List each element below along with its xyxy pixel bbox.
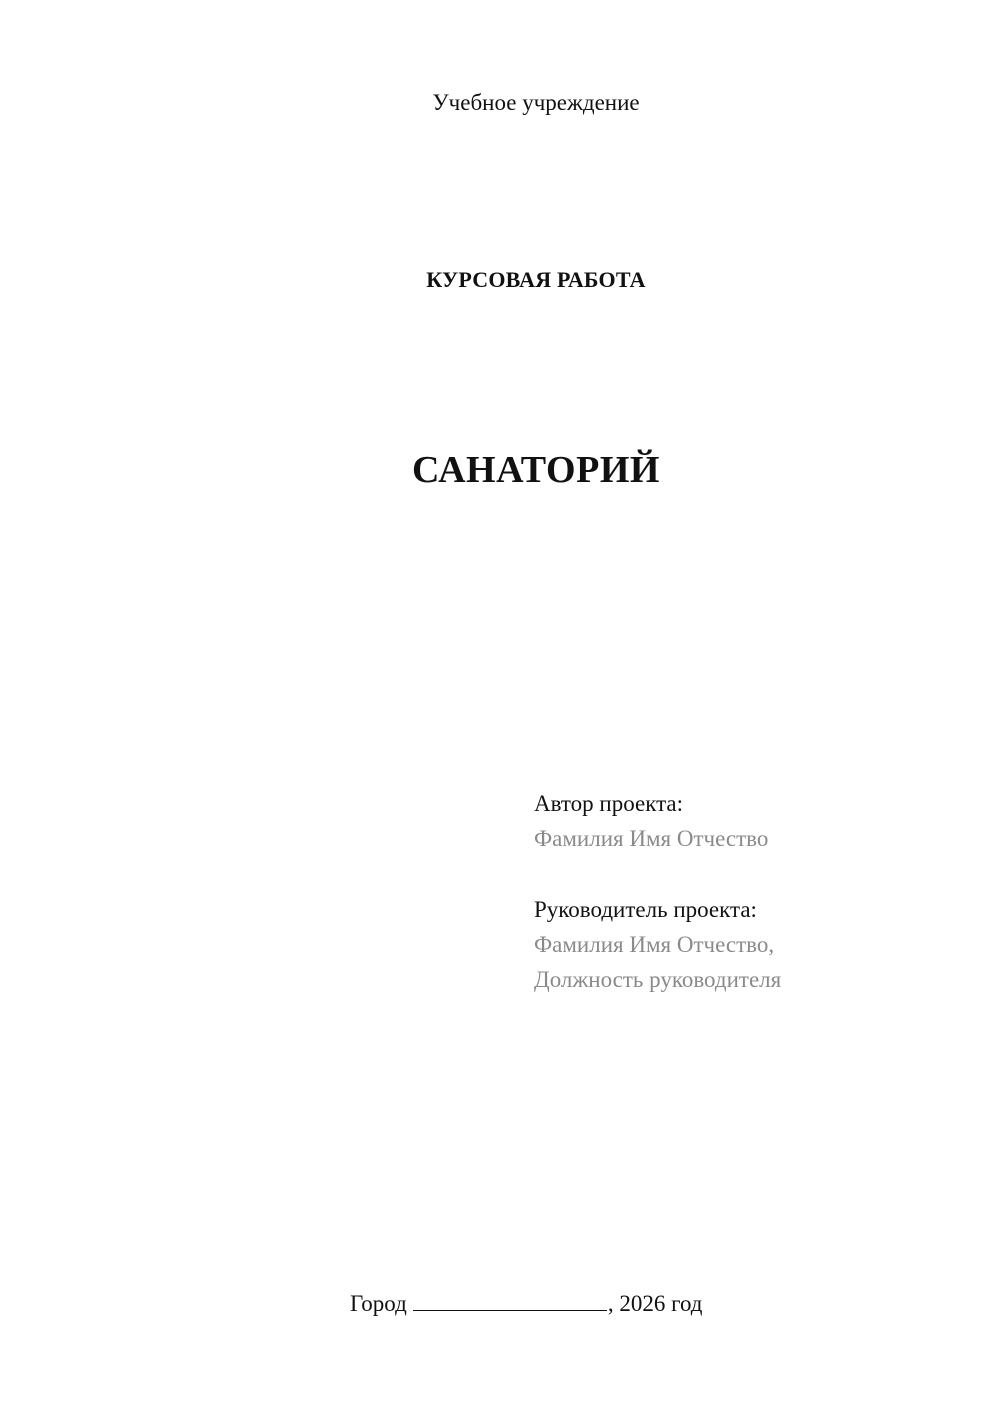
project-info-block [534,786,781,997]
year-text: , 2026 год [607,1291,703,1316]
work-type-heading: КУРСОВАЯ РАБОТА [426,267,646,292]
city-blank-line [413,1290,607,1311]
author-label: Автор проекта: [534,791,683,816]
author-name: Фамилия Имя Отчество [534,826,769,851]
city-label: Город [350,1291,407,1316]
institution-name: Учебное учреждение [432,90,640,115]
supervisor-name: Фамилия Имя Отчество, [534,932,775,957]
spacer [534,856,781,892]
supervisor-label: Руководитель проекта: [534,897,757,922]
city-year-line [350,1290,702,1317]
supervisor-position: Должность руководителя [534,967,782,992]
page-title: САНАТОРИЙ [412,449,660,491]
